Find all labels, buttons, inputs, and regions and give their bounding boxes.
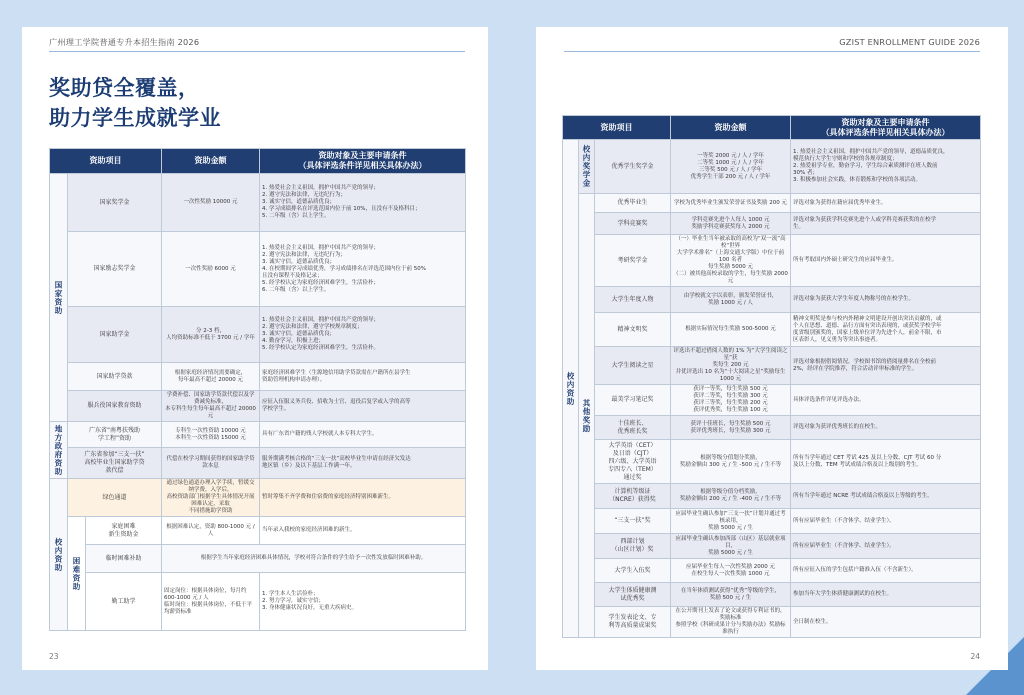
table-row [50,363,466,391]
table-row [563,607,981,638]
amount: 学校为优秀毕业生颁发荣誉证书及奖励 200 元 [671,194,791,213]
condition: 暂时筹集不齐学费和住宿费的家庭经济特别困难新生。 [260,479,466,517]
condition: 评选对象为获获学科竞赛先进个人或学科竞赛获奖的在校学 生。 [791,213,981,235]
item-name: 国家助学贷款 [68,363,162,391]
table-row [563,416,981,440]
item-name: 学生发表论文、专 利等高质量成果奖 [595,607,671,638]
table-row [563,534,981,559]
col-header-item: 资助项目 [50,149,162,174]
table-row [50,448,466,479]
condition: 所有应征入伍的学生包括户籍准入伍（不含新生）。 [791,559,981,583]
col-header-item: 资助项目 [563,116,671,140]
category-label: 其他奖励 [579,194,595,638]
amount: 评选出不超过借阅人数的 1% 为“大学生阅读之星”获 奖每生 200 元 并优评选出 10 名为“十大阅读之星”奖励每生 1000 元 [671,347,791,385]
category-label: 校内奖学金 [579,140,595,194]
header-rule [49,51,465,52]
table-row [50,545,466,573]
condition: 1. 热爱社会主义祖国，拥护中国共产党的领导，道德品质优良， 模范执行大学生守则和学校的各规章制度； 2. 热爱祖学专业，勤奋学习，学生综合素质测评在班人数前 30% 者； 3. 积极参加社会实践，体育锻炼和学校的各项活动。 [791,140,981,194]
category-label: 困难资助 [68,517,86,631]
amount: 专科生一次性资助 10000 元 本科生一次性资助 15000 元 [162,422,260,448]
condition: 评选对象为获获大学生年度人物称号的在校学生。 [791,287,981,313]
amount: 根据困难认定，资助 800-1000 元 / 人 [162,517,260,545]
condition: 1. 学生本人生活俭朴； 2. 努力学习，诚实守信； 3. 身体健康状况良好，无重大疾病史。 [260,573,466,631]
table-row [50,307,466,363]
col-header-amount: 资助金额 [162,149,260,174]
amount: 应届毕业生确认参加“三支一扶”计划并通过考核录用， 奖励 5000 元 / 生 [671,509,791,534]
amount: 一次性奖励 10000 元 [162,174,260,232]
amount: 在公开期刊上发表了论文或获得专利证书的，奖励标准 参照学校《科研成果计分与奖励办法》奖励标准执行 [671,607,791,638]
condition: 评选对象为获评优秀班长的在校生。 [791,416,981,440]
amount: 分 2-3 档， 人均资助标准不低于 3700 元 / 学年 [162,307,260,363]
table-row [563,440,981,484]
aid-table-left [49,148,466,631]
condition: 1. 热爱社会主义祖国，拥护中国共产党的领导； 2. 遵守宪法和法律，无违纪行为； 3. 诚实守信，道德品质优良； 4. 学习成绩排名在评选范围内位于前 10%，且没有不及格科目； 5. 二年级（含）以上学生。 [260,174,466,232]
amount: 代偿在校学习期间获得的国家助学贷款本息 [162,448,260,479]
item-name: 广东省参加“三支一扶” 高校毕业生国家助学贷 款代偿 [68,448,162,479]
table-row [563,140,981,194]
amount: （一）毕业生当年被录取的高校为“双一流”高校“世界 大学学术排名”（上海交通大学版）中位于前 100 名者 每生奖励 5000 元 （二）被其他高校录取的学生，每生奖励 2000 元 [671,235,791,287]
condition: 所有当学年通过 NCRE 考试成绩合格及以上等级的考生。 [791,484,981,509]
item-name: 国家奖学金 [68,174,162,232]
table-row [563,194,981,213]
title-line-1: 奖助贷全覆盖， [49,76,200,100]
condition: 评选对象为获得在籍应届优秀毕业生。 [791,194,981,213]
amount: 根据实际情况每生奖励 500-5000 元 [671,313,791,347]
item-name: “三支一扶”奖 [595,509,671,534]
amount: 固定岗位：根据具体岗位，每月约 600-1000 元 / 人 临时岗位：根据具体岗位，不低于平均薪资标准 [162,573,260,631]
item-name: 考研奖学金 [595,235,671,287]
amount: 根据家庭经济情况需要确定， 每年最高不超过 20000 元 [162,363,260,391]
table-row [50,174,466,232]
page-header-left: 广州理工学院普通专升本招生指南 2026 [49,37,200,47]
condition: 全日制在校生。 [791,607,981,638]
amount: 应届毕业生每人一次性奖励 2000 元 在校生每人一次性奖励 1000 元 [671,559,791,583]
amount: 应届毕业生确认参加西部（山区）基层就业项目， 奖励 5000 元 / 生 [671,534,791,559]
amount: 根据学生当年家庭经济困难具体情况，学校对符合条件的学生给予一次性发放临时困难补助。 [162,545,466,573]
amount: 根据等级分值分档奖励， 奖励金额由 200 元 / 生 -400 元 / 生不等 [671,484,791,509]
condition: 所有考取国内外硕士研究生的应届毕业生。 [791,235,981,287]
table-row [50,573,466,631]
item-name: 学科竞赛奖 [595,213,671,235]
item-name: 大学生体质健康测 试优秀奖 [595,583,671,607]
item-name: 绿色通道 [68,479,162,517]
item-name: 家庭困难 新生资助金 [86,517,162,545]
title-line-2: 助力学生成就学业 [49,106,221,130]
item-name: 计算机等级证 （NCRE）获得奖 [595,484,671,509]
condition: 精神文明奖是参与校内外精神文明建设开创出突出贡献的，或 个人在思想、道德、品行方面有突出表现的，或获奖学校学年 度省级别颁奖的，国家上级单位评为先进个人，前金不限，市 区表彰人，见义勇为等突出事迹者。 [791,313,981,347]
amount: 由学校就文字以表彰，颁发荣誉证书， 奖励 1000 元 / 人 [671,287,791,313]
item-name: 广东省“南粤扶残助 学工程”资助 [68,422,162,448]
table-row [563,347,981,385]
item-name: 国家助学金 [68,307,162,363]
table-row [563,509,981,534]
page-number: 23 [49,652,59,661]
condition: 具有广东省户籍的残人学校就人本专科大学生。 [260,422,466,448]
item-name: 西部计划 （山区计划）奖 [595,534,671,559]
item-name: 服兵役国家教育资助 [68,391,162,422]
condition: 当年录入我校的家庭经济困难的新生。 [260,517,466,545]
amount: 学科竞赛先进个人每人 1000 元 奖励学科竞赛获奖每人 2000 元 [671,213,791,235]
category-label: 校内资助 [563,140,579,638]
condition: 具体评选条件详见评选办法。 [791,385,981,416]
amount: 通过绿色通道办理入学手续，暂缓交纳学费，入学后， 高校资助部门根据学生具体情况开展困难认定，采取 不同措施助学资助 [162,479,260,517]
col-header-condition: 资助对象及主要申请条件 （具体评选条件详见相关具体办法） [260,149,466,174]
condition: 服务期满考核合格的“三支一扶”高校毕业生申请在经济欠发达 地区镇（乡）及以下基层工作满一年。 [260,448,466,479]
page-header-right: GZIST ENROLLMENT GUIDE 2026 [839,37,980,47]
item-name: 勤工助学 [86,573,162,631]
amount: 学费补偿、国家助学贷款代偿以及学费减免标准， 本专科生每生每年最高不超过 20000 元 [162,391,260,422]
table-row [50,517,466,545]
amount: 根据等级分值划分奖励， 奖励金额由 300 元 / 生 -500 元 / 生不等 [671,440,791,484]
category-label: 地方政府资助 [50,422,68,479]
col-header-condition: 资助对象及主要申请条件 （具体评选条件详见相关具体办法） [791,116,981,140]
condition: 1. 热爱社会主义祖国，拥护中国共产党的领导； 2. 遵守宪法和法律，无违纪行为； 3. 诚实守信，道德品质优良； 4. 在校期间学习成绩优秀，学习成绩排名在评选范围内位于前 50% 且没有课程不及格记录； 5. 经学校认定为家庭经济困难学生，生活俭朴； 6. 二年级（含）以上学生。 [260,232,466,307]
category-label: 国家资助 [50,174,68,422]
amount: 在当年体质测试获得“优秀”等级的学生， 奖励 500 元 / 生 [671,583,791,607]
table-row [50,479,466,517]
aid-table-right [562,115,981,638]
amount: 获评一等奖，每生奖励 500 元 获评二等奖，每生奖励 300 元 获评三等奖，每生奖励 200 元 获评优秀奖，每生奖励 100 元 [671,385,791,416]
item-name: 优秀毕业生 [595,194,671,213]
table-row [50,422,466,448]
table-row [563,484,981,509]
table-row [563,235,981,287]
item-name: 精神文明奖 [595,313,671,347]
item-name: 国家励志奖学金 [68,232,162,307]
item-name: 大学生阅读之星 [595,347,671,385]
item-name: 大学英语（CET） 及日语（CJT） 四六级、大学英语 专四专八（TEM） 通过奖 [595,440,671,484]
amount: 一等奖 2000 元 / 人 / 学年 二等奖 1000 元 / 人 / 学年 三等奖 500 元 / 人 / 学年 优秀学生干部 200 元 / 人 / 学年 [671,140,791,194]
right-page [536,27,1008,670]
col-header-amount: 资助金额 [671,116,791,140]
table-row [50,232,466,307]
condition: 1. 热爱社会主义祖国，拥护中国共产党的领导； 2. 遵守宪法和法律，遵守学校规章制度； 3. 诚实守信，道德品质优良； 4. 勤奋学习，积极上进； 5. 经学校认定为家庭经济困难学生，生活俭朴。 [260,307,466,363]
table-row [563,559,981,583]
condition: 应征入伍服义务兵役、招收为士官、退役后复学或入学的高等 学校学生。 [260,391,466,422]
table-row [563,385,981,416]
item-name: 最美学习笔记奖 [595,385,671,416]
left-page [22,27,488,670]
header-rule [564,51,980,52]
page-title [49,73,221,133]
category-label: 校内资助 [50,479,68,631]
condition: 评选对象根据借阅情况，学校图书馆的借阅量排名在全校前 2%，经评在学院推荐，符合活动评审标准的学生。 [791,347,981,385]
condition: 参加当年大学生体质健康测试的在校生。 [791,583,981,607]
table-row [563,583,981,607]
item-name: 大学生入伍奖 [595,559,671,583]
amount: 获评十佳班长，每生奖励 500 元 获评优秀班长，每生奖励 300 元 [671,416,791,440]
page-number: 24 [970,652,980,661]
condition: 所有应届毕业生（不含休学、结业学生）。 [791,534,981,559]
table-row [563,287,981,313]
condition: 所有应届毕业生（不含休学、结业学生）。 [791,509,981,534]
amount: 一次性奖励 6000 元 [162,232,260,307]
item-name: 临时困难补助 [86,545,162,573]
table-row [563,213,981,235]
item-name: 优秀学生奖学金 [595,140,671,194]
item-name: 大学生年度人物 [595,287,671,313]
condition: 家庭经济困难学生（生源地信用助学贷款需在户籍所在县学生 资助管理机构申请办理）。 [260,363,466,391]
table-row [50,391,466,422]
item-name: 十佳班长、 优秀班长奖 [595,416,671,440]
condition: 所有当学年通过 CET 考试 425 及以上分数、CJT 考试 60 分 及以上分数、TEM 考试成绩合格及以上级别的考生。 [791,440,981,484]
table-row [563,313,981,347]
